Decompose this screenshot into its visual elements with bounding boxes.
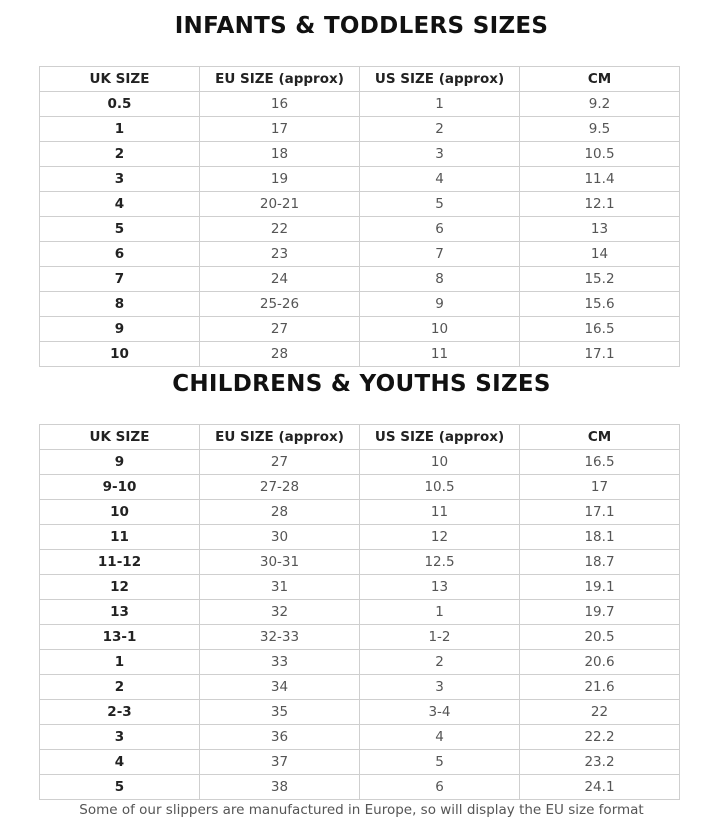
cm-cell: 19.1: [520, 575, 680, 600]
cm-cell: 9.5: [520, 117, 680, 142]
us-size-cell: 10: [360, 317, 520, 342]
eu-size-cell: 32-33: [200, 625, 360, 650]
cm-cell: 22.2: [520, 725, 680, 750]
table-row: [40, 575, 680, 600]
eu-size-cell: 22: [200, 217, 360, 242]
us-size-cell: 6: [360, 217, 520, 242]
uk-size-cell: 4: [40, 750, 200, 775]
table-row: [40, 475, 680, 500]
infants-toddlers-size-table: [39, 66, 680, 367]
table-row: [40, 167, 680, 192]
header-cm: CM: [520, 425, 680, 450]
eu-size-cell: 17: [200, 117, 360, 142]
childrens-table-body: [40, 450, 680, 800]
table-row: [40, 650, 680, 675]
cm-cell: 20.6: [520, 650, 680, 675]
uk-size-cell: 4: [40, 192, 200, 217]
table-row: [40, 117, 680, 142]
table-row: [40, 725, 680, 750]
us-size-cell: 12.5: [360, 550, 520, 575]
cm-cell: 18.1: [520, 525, 680, 550]
header-cm: CM: [520, 67, 680, 92]
eu-size-footnote: Some of our slippers are manufactured in Europe, so will display the EU size format: [79, 802, 644, 818]
uk-size-cell: 2-3: [40, 700, 200, 725]
table-row: [40, 242, 680, 267]
uk-size-cell: 10: [40, 342, 200, 367]
table-row: [40, 600, 680, 625]
us-size-cell: 4: [360, 167, 520, 192]
us-size-cell: 2: [360, 650, 520, 675]
us-size-cell: 1: [360, 600, 520, 625]
eu-size-cell: 27: [200, 317, 360, 342]
us-size-cell: 3-4: [360, 700, 520, 725]
uk-size-cell: 9: [40, 317, 200, 342]
table-row: [40, 142, 680, 167]
eu-size-cell: 35: [200, 700, 360, 725]
us-size-cell: 8: [360, 267, 520, 292]
us-size-cell: 7: [360, 242, 520, 267]
us-size-cell: 5: [360, 192, 520, 217]
table-row: [40, 217, 680, 242]
header-eu-size: EU SIZE (approx): [200, 67, 360, 92]
uk-size-cell: 1: [40, 650, 200, 675]
eu-size-cell: 30-31: [200, 550, 360, 575]
uk-size-cell: 3: [40, 725, 200, 750]
us-size-cell: 3: [360, 142, 520, 167]
eu-size-cell: 27: [200, 450, 360, 475]
uk-size-cell: 2: [40, 142, 200, 167]
us-size-cell: 4: [360, 725, 520, 750]
table-row: [40, 317, 680, 342]
uk-size-cell: 8: [40, 292, 200, 317]
childrens-youths-size-table: [39, 424, 680, 800]
eu-size-cell: 36: [200, 725, 360, 750]
uk-size-cell: 11-12: [40, 550, 200, 575]
eu-size-cell: 27-28: [200, 475, 360, 500]
cm-cell: 11.4: [520, 167, 680, 192]
us-size-cell: 2: [360, 117, 520, 142]
uk-size-cell: 13: [40, 600, 200, 625]
cm-cell: 18.7: [520, 550, 680, 575]
cm-cell: 20.5: [520, 625, 680, 650]
header-eu-size: EU SIZE (approx): [200, 425, 360, 450]
us-size-cell: 11: [360, 500, 520, 525]
infants-toddlers-title: INFANTS & TODDLERS SIZES: [174, 13, 549, 39]
table-row: [40, 292, 680, 317]
cm-cell: 10.5: [520, 142, 680, 167]
uk-size-cell: 5: [40, 217, 200, 242]
childrens-youths-title: CHILDRENS & YOUTHS SIZES: [172, 371, 551, 397]
eu-size-cell: 33: [200, 650, 360, 675]
cm-cell: 16.5: [520, 450, 680, 475]
us-size-cell: 3: [360, 675, 520, 700]
header-uk-size: UK SIZE: [40, 67, 200, 92]
table-row: [40, 192, 680, 217]
eu-size-cell: 37: [200, 750, 360, 775]
cm-cell: 17.1: [520, 342, 680, 367]
table-row: [40, 92, 680, 117]
us-size-cell: 9: [360, 292, 520, 317]
uk-size-cell: 1: [40, 117, 200, 142]
cm-cell: 19.7: [520, 600, 680, 625]
eu-size-cell: 24: [200, 267, 360, 292]
cm-cell: 9.2: [520, 92, 680, 117]
table-row: [40, 450, 680, 475]
cm-cell: 22: [520, 700, 680, 725]
us-size-cell: 12: [360, 525, 520, 550]
eu-size-cell: 18: [200, 142, 360, 167]
table-row: [40, 750, 680, 775]
us-size-cell: 6: [360, 775, 520, 800]
us-size-cell: 10: [360, 450, 520, 475]
table-row: [40, 342, 680, 367]
cm-cell: 23.2: [520, 750, 680, 775]
eu-size-cell: 38: [200, 775, 360, 800]
table-row: [40, 700, 680, 725]
uk-size-cell: 5: [40, 775, 200, 800]
cm-cell: 21.6: [520, 675, 680, 700]
uk-size-cell: 12: [40, 575, 200, 600]
table-row: [40, 550, 680, 575]
header-uk-size: UK SIZE: [40, 425, 200, 450]
cm-cell: 17.1: [520, 500, 680, 525]
eu-size-cell: 28: [200, 500, 360, 525]
eu-size-cell: 23: [200, 242, 360, 267]
header-us-size: US SIZE (approx): [360, 67, 520, 92]
uk-size-cell: 9: [40, 450, 200, 475]
cm-cell: 14: [520, 242, 680, 267]
cm-cell: 15.2: [520, 267, 680, 292]
uk-size-cell: 9-10: [40, 475, 200, 500]
eu-size-cell: 34: [200, 675, 360, 700]
cm-cell: 12.1: [520, 192, 680, 217]
eu-size-cell: 25-26: [200, 292, 360, 317]
cm-cell: 17: [520, 475, 680, 500]
cm-cell: 13: [520, 217, 680, 242]
uk-size-cell: 6: [40, 242, 200, 267]
cm-cell: 15.6: [520, 292, 680, 317]
uk-size-cell: 10: [40, 500, 200, 525]
uk-size-cell: 3: [40, 167, 200, 192]
us-size-cell: 10.5: [360, 475, 520, 500]
eu-size-cell: 31: [200, 575, 360, 600]
eu-size-cell: 28: [200, 342, 360, 367]
header-us-size: US SIZE (approx): [360, 425, 520, 450]
table-row: [40, 675, 680, 700]
uk-size-cell: 13-1: [40, 625, 200, 650]
eu-size-cell: 32: [200, 600, 360, 625]
table-row: [40, 525, 680, 550]
cm-cell: 24.1: [520, 775, 680, 800]
table-row: [40, 500, 680, 525]
table-header-row: [40, 425, 680, 450]
us-size-cell: 5: [360, 750, 520, 775]
us-size-cell: 1: [360, 92, 520, 117]
table-row: [40, 625, 680, 650]
table-row: [40, 775, 680, 800]
eu-size-cell: 19: [200, 167, 360, 192]
eu-size-cell: 30: [200, 525, 360, 550]
uk-size-cell: 11: [40, 525, 200, 550]
uk-size-cell: 2: [40, 675, 200, 700]
table-row: [40, 267, 680, 292]
infants-table-body: [40, 92, 680, 367]
eu-size-cell: 20-21: [200, 192, 360, 217]
uk-size-cell: 0.5: [40, 92, 200, 117]
table-header-row: [40, 67, 680, 92]
us-size-cell: 11: [360, 342, 520, 367]
eu-size-cell: 16: [200, 92, 360, 117]
us-size-cell: 1-2: [360, 625, 520, 650]
cm-cell: 16.5: [520, 317, 680, 342]
us-size-cell: 13: [360, 575, 520, 600]
uk-size-cell: 7: [40, 267, 200, 292]
